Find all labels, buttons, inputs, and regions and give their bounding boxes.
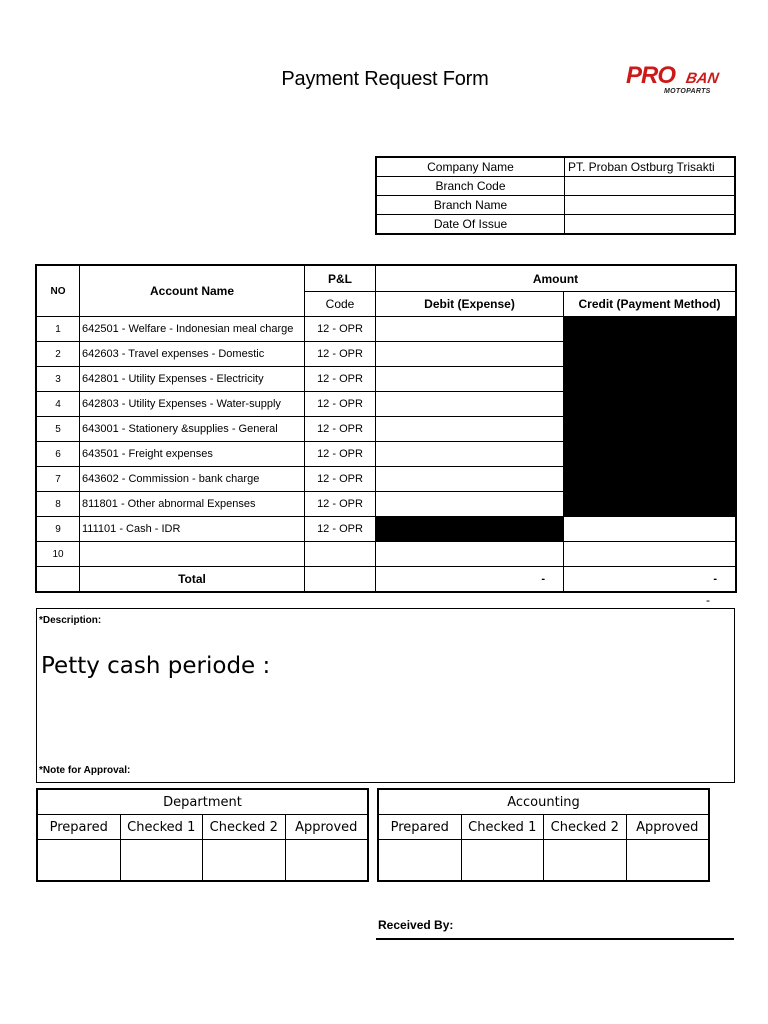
department-title: Department [38, 790, 368, 815]
row-no: 4 [37, 392, 80, 417]
table-row [37, 542, 736, 567]
info-value[interactable] [565, 196, 735, 215]
row-code: 12 - OPR [305, 467, 376, 492]
row-account: 642501 - Welfare - Indonesian meal charge [80, 317, 305, 342]
row-no: 6 [37, 442, 80, 467]
info-row [377, 177, 735, 196]
accounting-title: Accounting [379, 790, 709, 815]
logo-subtext: MOTOPARTS [664, 88, 711, 95]
header-pl: P&L [305, 266, 376, 292]
row-credit-blocked [564, 367, 736, 392]
total-debit: - [376, 567, 564, 592]
row-debit[interactable] [376, 467, 564, 492]
row-account: 643501 - Freight expenses [80, 442, 305, 467]
accounting-col-checked-2: Checked 2 [544, 815, 627, 840]
note-for-approval-label: *Note for Approval: [39, 765, 131, 776]
table-row [37, 417, 736, 442]
accounting-signature-checked-2[interactable] [544, 840, 627, 881]
total-code [305, 567, 376, 592]
total-credit: - [564, 567, 736, 592]
info-label: Date Of Issue [377, 215, 565, 234]
accounting-signature-prepared[interactable] [379, 840, 462, 881]
accounting-signature-approved[interactable] [626, 840, 709, 881]
row-no: 1 [37, 317, 80, 342]
accounting-col-checked-1: Checked 1 [461, 815, 544, 840]
header-amount: Amount [376, 266, 736, 292]
description-box[interactable] [36, 608, 735, 783]
header-debit: Debit (Expense) [376, 292, 564, 317]
received-by-signature-line[interactable] [376, 938, 734, 940]
department-signature-checked-2[interactable] [203, 840, 286, 881]
row-debit[interactable] [376, 417, 564, 442]
row-debit[interactable] [376, 492, 564, 517]
logo-text-pro: PRO [626, 62, 676, 89]
table-row [37, 442, 736, 467]
info-label: Branch Code [377, 177, 565, 196]
total-no [37, 567, 80, 592]
table-row [37, 367, 736, 392]
department-col-prepared: Prepared [38, 815, 121, 840]
row-account: 643001 - Stationery &supplies - General [80, 417, 305, 442]
info-value[interactable]: PT. Proban Ostburg Trisakti [565, 158, 735, 177]
row-credit-blocked [564, 342, 736, 367]
row-credit-blocked [564, 317, 736, 342]
row-code: 12 - OPR [305, 442, 376, 467]
row-no: 3 [37, 367, 80, 392]
info-value[interactable] [565, 177, 735, 196]
info-row [377, 215, 735, 234]
table-row [37, 517, 736, 542]
accounting-signature-checked-1[interactable] [461, 840, 544, 881]
department-signature-prepared[interactable] [38, 840, 121, 881]
info-label: Branch Name [377, 196, 565, 215]
received-by-label: Received By: [378, 918, 454, 932]
row-no: 5 [37, 417, 80, 442]
row-credit-blocked [564, 492, 736, 517]
row-credit[interactable] [564, 542, 736, 567]
accounting-col-approved: Approved [626, 815, 709, 840]
table-row [37, 492, 736, 517]
header-code: Code [305, 292, 376, 317]
row-code: 12 - OPR [305, 367, 376, 392]
department-approval-table [37, 789, 368, 881]
header-no: NO [37, 266, 80, 317]
total-label: Total [80, 567, 305, 592]
below-total-dash: - [706, 593, 710, 607]
row-code: 12 - OPR [305, 317, 376, 342]
row-credit-blocked [564, 417, 736, 442]
header-credit: Credit (Payment Method) [564, 292, 736, 317]
row-no: 10 [37, 542, 80, 567]
row-debit[interactable] [376, 442, 564, 467]
row-no: 9 [37, 517, 80, 542]
row-no: 7 [37, 467, 80, 492]
description-text: Petty cash periode : [41, 653, 271, 679]
row-code: 12 - OPR [305, 417, 376, 442]
info-row [377, 196, 735, 215]
row-account: 642803 - Utility Expenses - Water-supply [80, 392, 305, 417]
logo-text-ban: BAN [684, 70, 720, 87]
table-row [37, 342, 736, 367]
row-debit-blocked [376, 517, 564, 542]
info-row [377, 158, 735, 177]
row-code[interactable] [305, 542, 376, 567]
row-debit[interactable] [376, 342, 564, 367]
department-signature-approved[interactable] [285, 840, 368, 881]
row-debit[interactable] [376, 367, 564, 392]
row-code: 12 - OPR [305, 342, 376, 367]
table-row [37, 317, 736, 342]
row-no: 8 [37, 492, 80, 517]
row-debit[interactable] [376, 392, 564, 417]
total-row [37, 567, 736, 592]
row-code: 12 - OPR [305, 517, 376, 542]
table-row [37, 467, 736, 492]
row-credit[interactable] [564, 517, 736, 542]
row-account: 111101 - Cash - IDR [80, 517, 305, 542]
page-title: Payment Request Form [281, 68, 489, 90]
accounts-table [36, 265, 736, 592]
row-account: 642603 - Travel expenses - Domestic [80, 342, 305, 367]
row-credit-blocked [564, 442, 736, 467]
row-credit-blocked [564, 392, 736, 417]
row-account: 643602 - Commission - bank charge [80, 467, 305, 492]
company-info-table [376, 157, 735, 234]
info-value[interactable] [565, 215, 735, 234]
row-debit[interactable] [376, 542, 564, 567]
header-account-name: Account Name [80, 266, 305, 317]
department-signature-checked-1[interactable] [120, 840, 203, 881]
department-col-checked-2: Checked 2 [203, 815, 286, 840]
proban-logo [626, 62, 726, 98]
row-account: 642801 - Utility Expenses - Electricity [80, 367, 305, 392]
accounting-approval-table [378, 789, 709, 881]
row-credit-blocked [564, 467, 736, 492]
table-row [37, 392, 736, 417]
department-col-approved: Approved [285, 815, 368, 840]
department-col-checked-1: Checked 1 [120, 815, 203, 840]
row-code: 12 - OPR [305, 392, 376, 417]
row-account[interactable] [80, 542, 305, 567]
accounting-col-prepared: Prepared [379, 815, 462, 840]
row-account: 811801 - Other abnormal Expenses [80, 492, 305, 517]
row-debit[interactable] [376, 317, 564, 342]
row-no: 2 [37, 342, 80, 367]
info-label: Company Name [377, 158, 565, 177]
row-code: 12 - OPR [305, 492, 376, 517]
description-label: *Description: [39, 615, 102, 626]
